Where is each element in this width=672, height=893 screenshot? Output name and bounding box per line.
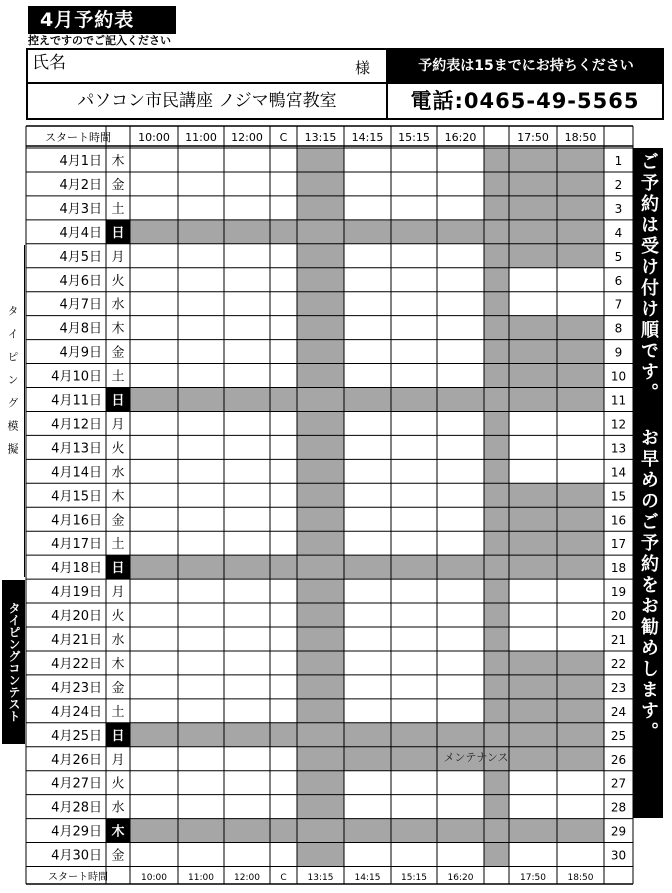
- blocked-slot: [270, 220, 297, 244]
- row-day: 日: [111, 561, 125, 577]
- blocked-slot: [557, 651, 604, 675]
- blocked-slot: [297, 268, 344, 292]
- row-date: 4月18日: [51, 561, 102, 577]
- blocked-slot: [557, 483, 604, 507]
- fill-in-note: 控えですのでご記入ください: [28, 34, 171, 47]
- blocked-slot: [509, 316, 557, 340]
- row-number: 28: [610, 800, 627, 815]
- blocked-slot: [509, 699, 557, 723]
- row-day: 月: [111, 585, 125, 601]
- header-slot: 17:50: [517, 131, 549, 144]
- phone-number: 電話:0465-49-5565: [388, 84, 664, 120]
- row-day: 火: [111, 776, 125, 792]
- blocked-slot: [224, 220, 270, 244]
- row-date: 4月1日: [59, 154, 102, 169]
- blocked-slot: [484, 795, 509, 819]
- blocked-slot: [484, 555, 509, 579]
- blocked-slot: [484, 579, 509, 603]
- blocked-slot: [484, 172, 509, 196]
- blocked-slot: [509, 675, 557, 699]
- row-date: 4月17日: [51, 537, 102, 553]
- blocked-slot: [224, 555, 270, 579]
- row-number: 13: [610, 441, 627, 456]
- blocked-slot: [344, 388, 391, 412]
- header-slot: 16:20: [444, 131, 477, 144]
- row-day: 火: [111, 441, 125, 457]
- blocked-slot: [297, 172, 344, 196]
- row-day: 木: [111, 321, 125, 337]
- row-date: 4月21日: [51, 633, 102, 648]
- typing-sim-label: タイピング模擬: [2, 245, 25, 577]
- blocked-slot: [297, 388, 344, 412]
- blocked-slot: [391, 388, 437, 412]
- row-day: 土: [111, 537, 125, 553]
- row-date: 4月22日: [51, 656, 102, 672]
- blocked-slot: [509, 483, 557, 507]
- blocked-slot: [484, 340, 509, 364]
- blocked-slot: [224, 388, 270, 412]
- blocked-slot: [557, 819, 604, 843]
- row-number: 25: [610, 728, 627, 743]
- row-day: 日: [111, 728, 125, 744]
- header-slot: 13:15: [304, 131, 337, 144]
- row-date: 4月14日: [51, 465, 102, 481]
- blocked-slot: [297, 196, 344, 220]
- blocked-slot: [509, 340, 557, 364]
- row-date: 4月11日: [51, 393, 102, 409]
- row-day: 水: [111, 297, 125, 313]
- row-day: 水: [111, 633, 125, 648]
- blocked-slot: [297, 795, 344, 819]
- blocked-slot: [270, 555, 297, 579]
- blocked-slot: [484, 651, 509, 675]
- blocked-slot: [484, 483, 509, 507]
- row-number: 12: [610, 417, 627, 432]
- footer-slot: 12:00: [234, 873, 260, 883]
- row-date: 4月6日: [59, 273, 102, 289]
- blocked-slot: [557, 675, 604, 699]
- header-slot: 18:50: [564, 131, 597, 144]
- footer-slot: 16:20: [447, 873, 474, 883]
- row-number: 14: [610, 465, 627, 480]
- blocked-slot: [297, 603, 344, 627]
- blocked-slot: [297, 675, 344, 699]
- blocked-slot: [297, 819, 344, 843]
- blocked-slot: [297, 699, 344, 723]
- blocked-slot: [509, 388, 557, 412]
- blocked-slot: [484, 507, 509, 531]
- blocked-slot: [484, 292, 509, 316]
- row-number: 29: [610, 824, 627, 839]
- blocked-slot: [484, 316, 509, 340]
- row-number: 17: [610, 537, 627, 552]
- row-date: 4月24日: [51, 704, 102, 720]
- row-number: 30: [610, 848, 627, 863]
- header-slot: 10:00: [138, 131, 170, 144]
- blocked-slot: [509, 531, 557, 555]
- row-number: 10: [610, 369, 627, 384]
- blocked-slot: [484, 603, 509, 627]
- blocked-slot: [509, 220, 557, 244]
- blocked-slot: [509, 196, 557, 220]
- blocked-slot: [557, 699, 604, 723]
- row-number: 20: [610, 609, 627, 624]
- row-date: 4月26日: [51, 752, 102, 768]
- blocked-slot: [484, 627, 509, 651]
- footer-slot: 14:15: [354, 873, 381, 883]
- blocked-slot: [557, 220, 604, 244]
- blocked-slot: [297, 627, 344, 651]
- footer-slot: C: [280, 873, 287, 883]
- blocked-slot: [509, 819, 557, 843]
- row-date: 4月27日: [51, 776, 102, 792]
- row-day: 水: [111, 800, 125, 816]
- blocked-slot: [391, 723, 437, 747]
- blocked-slot: [437, 723, 484, 747]
- blocked-slot: [344, 819, 391, 843]
- blocked-slot: [484, 459, 509, 483]
- blocked-slot: [509, 651, 557, 675]
- row-number: 19: [610, 585, 627, 600]
- blocked-slot: [297, 723, 344, 747]
- row-date: 4月7日: [59, 297, 102, 313]
- blocked-slot: [391, 555, 437, 579]
- row-day: 木: [111, 154, 125, 169]
- row-day: 月: [111, 752, 125, 768]
- name-label: 氏名: [32, 53, 66, 73]
- row-day: 月: [111, 417, 125, 433]
- blocked-slot: [297, 555, 344, 579]
- blocked-slot: [297, 316, 344, 340]
- row-day: 木: [111, 824, 125, 840]
- honorific-label: 様: [355, 59, 371, 77]
- blocked-slot: [509, 172, 557, 196]
- blocked-slot: [484, 196, 509, 220]
- row-number: 23: [610, 680, 627, 695]
- blocked-slot: [297, 771, 344, 795]
- row-day: 火: [111, 273, 125, 289]
- blocked-slot: [484, 148, 509, 172]
- blocked-slot: [437, 388, 484, 412]
- maintenance-label: メンテナンス: [443, 751, 509, 764]
- blocked-slot: [484, 843, 509, 867]
- blocked-slot: [130, 723, 178, 747]
- blocked-slot: [178, 555, 224, 579]
- blocked-slot: [297, 579, 344, 603]
- blocked-slot: [297, 340, 344, 364]
- footer-slot: 11:00: [188, 873, 214, 883]
- blocked-slot: [297, 459, 344, 483]
- blocked-slot: [509, 244, 557, 268]
- row-date: 4月5日: [59, 249, 102, 265]
- row-date: 4月12日: [51, 417, 102, 433]
- footer-slot: 18:50: [567, 873, 594, 883]
- row-date: 4月13日: [51, 441, 102, 457]
- side-message: ご予約は受け付け順です。 お早めのご予約をお勧めします。: [633, 148, 663, 818]
- row-date: 4月10日: [51, 369, 102, 385]
- blocked-slot: [557, 364, 604, 388]
- blocked-slot: [484, 220, 509, 244]
- row-number: 2: [614, 177, 623, 192]
- typing-contest-label: タイピングコンテスト: [2, 580, 25, 744]
- row-day: 土: [111, 201, 125, 217]
- row-number: 22: [610, 656, 627, 671]
- header-slot: C: [279, 131, 288, 144]
- blocked-slot: [484, 411, 509, 435]
- footer-start-label: スタート時間: [48, 872, 108, 883]
- row-date: 4月2日: [59, 177, 102, 193]
- row-day: 土: [111, 369, 125, 385]
- row-number: 16: [610, 513, 627, 528]
- blocked-slot: [484, 699, 509, 723]
- blocked-slot: [297, 244, 344, 268]
- blocked-slot: [344, 555, 391, 579]
- blocked-slot: [130, 388, 178, 412]
- blocked-slot: [557, 388, 604, 412]
- blocked-slot: [557, 172, 604, 196]
- row-date: 4月9日: [59, 345, 102, 361]
- row-day: 水: [111, 465, 125, 481]
- row-number: 4: [614, 225, 623, 240]
- blocked-slot: [270, 723, 297, 747]
- blocked-slot: [297, 483, 344, 507]
- row-day: 土: [111, 704, 125, 720]
- row-number: 3: [614, 201, 623, 216]
- blocked-slot: [484, 364, 509, 388]
- blocked-slot: [509, 148, 557, 172]
- row-day: 木: [111, 489, 125, 505]
- blocked-slot: [484, 723, 509, 747]
- blocked-slot: [178, 819, 224, 843]
- blocked-slot: [391, 220, 437, 244]
- blocked-slot: [130, 819, 178, 843]
- header-start-label: スタート時間: [45, 131, 111, 144]
- blocked-slot: [557, 723, 604, 747]
- blocked-slot: [484, 435, 509, 459]
- footer-slot: 17:50: [520, 873, 546, 883]
- row-number: 9: [614, 345, 623, 360]
- blocked-slot: [484, 531, 509, 555]
- blocked-slot: [297, 747, 344, 771]
- row-date: 4月19日: [51, 585, 102, 601]
- header-slot: 14:15: [351, 131, 384, 144]
- blocked-slot: [557, 531, 604, 555]
- header-slot: 12:00: [231, 131, 263, 144]
- blocked-slot: [178, 388, 224, 412]
- row-day: 木: [111, 656, 125, 672]
- row-day: 日: [111, 225, 125, 241]
- blocked-slot: [557, 507, 604, 531]
- blocked-slot: [270, 819, 297, 843]
- row-number: 6: [614, 273, 623, 288]
- blocked-slot: [344, 220, 391, 244]
- header-slot: 15:15: [398, 131, 430, 144]
- row-day: 月: [111, 249, 125, 265]
- blocked-slot: [509, 507, 557, 531]
- blocked-slot: [484, 388, 509, 412]
- row-date: 4月4日: [59, 225, 102, 241]
- blocked-slot: [178, 723, 224, 747]
- blocked-slot: [557, 196, 604, 220]
- bring-notice: 予約表は15までにお持ちください: [388, 48, 664, 84]
- row-date: 4月30日: [51, 848, 102, 864]
- blocked-slot: [297, 843, 344, 867]
- row-day: 金: [111, 345, 125, 361]
- header-slot: 11:00: [185, 131, 217, 144]
- blocked-slot: [557, 555, 604, 579]
- row-day: 火: [111, 609, 125, 625]
- blocked-slot: [130, 220, 178, 244]
- blocked-slot: [557, 148, 604, 172]
- blocked-slot: [297, 651, 344, 675]
- row-number: 27: [610, 776, 627, 791]
- blocked-slot: [297, 364, 344, 388]
- blocked-slot: [437, 220, 484, 244]
- blocked-slot: [297, 531, 344, 555]
- row-date: 4月25日: [51, 728, 102, 744]
- row-day: 金: [111, 848, 125, 864]
- row-date: 4月8日: [59, 321, 102, 337]
- blocked-slot: [224, 723, 270, 747]
- row-day: 日: [111, 393, 125, 409]
- row-number: 18: [610, 561, 627, 576]
- row-number: 8: [614, 321, 623, 336]
- blocked-slot: [437, 819, 484, 843]
- page-title: 4月予約表: [28, 6, 176, 34]
- row-date: 4月3日: [59, 201, 102, 217]
- row-number: 7: [614, 297, 623, 312]
- row-date: 4月29日: [51, 824, 102, 840]
- row-date: 4月28日: [51, 800, 102, 816]
- row-number: 1: [614, 154, 623, 168]
- row-number: 21: [610, 633, 627, 647]
- class-name: パソコン市民講座 ノジマ鴨宮教室: [26, 84, 388, 120]
- row-number: 26: [610, 752, 627, 767]
- blocked-slot: [297, 148, 344, 172]
- footer-slot: 13:15: [307, 873, 334, 883]
- blocked-slot: [484, 819, 509, 843]
- blocked-slot: [509, 723, 557, 747]
- row-number: 5: [614, 249, 623, 264]
- row-date: 4月15日: [51, 489, 102, 505]
- footer-slot: 15:15: [401, 873, 427, 883]
- row-number: 11: [610, 393, 627, 408]
- blocked-slot: [297, 507, 344, 531]
- blocked-slot: [178, 220, 224, 244]
- footer-slot: 10:00: [141, 873, 167, 883]
- blocked-slot: [297, 435, 344, 459]
- blocked-slot: [391, 819, 437, 843]
- blocked-slot: [484, 268, 509, 292]
- blocked-slot: [297, 411, 344, 435]
- blocked-slot: [509, 364, 557, 388]
- row-date: 4月16日: [51, 513, 102, 529]
- row-date: 4月20日: [51, 609, 102, 625]
- blocked-slot: [130, 555, 178, 579]
- blocked-slot: [557, 340, 604, 364]
- blocked-slot: [484, 244, 509, 268]
- row-day: 金: [111, 177, 125, 193]
- row-day: 金: [111, 513, 125, 529]
- blocked-slot: [270, 388, 297, 412]
- row-date: 4月23日: [51, 680, 102, 696]
- blocked-slot: [297, 292, 344, 316]
- blocked-slot: [344, 723, 391, 747]
- row-day: 金: [111, 680, 125, 696]
- blocked-slot: [557, 244, 604, 268]
- blocked-slot: [484, 675, 509, 699]
- blocked-slot: [437, 555, 484, 579]
- row-number: 24: [610, 704, 627, 719]
- blocked-slot: [224, 819, 270, 843]
- blocked-slot: [484, 771, 509, 795]
- blocked-slot: [509, 555, 557, 579]
- blocked-slot: [297, 220, 344, 244]
- blocked-slot: [557, 316, 604, 340]
- row-number: 15: [610, 489, 627, 504]
